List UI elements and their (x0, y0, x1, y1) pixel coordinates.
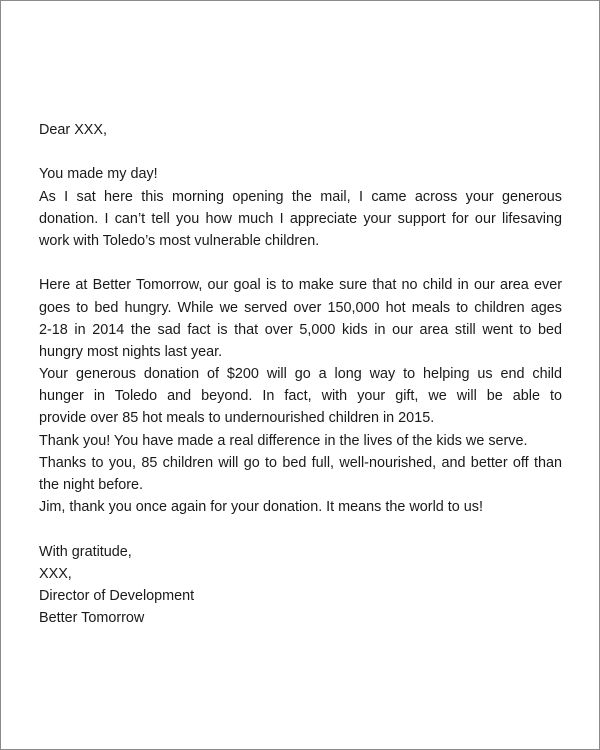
final-thanks-paragraph (39, 496, 562, 518)
impact-paragraph (39, 452, 562, 496)
body-line: Jim, thank you once again for your donation. It means the world to us! (39, 499, 483, 516)
opening-line: donation. I can’t tell you how much I appreciate your support for our lifesaving (39, 210, 562, 227)
thanks-paragraph (39, 430, 562, 452)
opening-line: work with Toledo’s most vulnerable children. (39, 232, 320, 249)
body-line: the night before. (39, 477, 144, 493)
body-line: Thank you! You have made a real difference in the lives of the kids we serve. (39, 432, 528, 449)
donation-paragraph (39, 363, 562, 430)
spacer (39, 252, 562, 274)
signature-block (39, 541, 562, 630)
signer-organization: Better Tomorrow (39, 610, 145, 627)
body-line: 2-18 in 2014 the sad fact is that over 5,000 kids in our area still went to bed (39, 321, 562, 338)
salutation: Dear XXX, (39, 122, 107, 138)
signer-title: Director of Development (39, 587, 195, 604)
sign-off: With gratitude, (39, 543, 132, 560)
body-line: provide over 85 hot meals to undernourished children in 2015. (39, 410, 435, 427)
body-line: Thanks to you, 85 children will go to bed full, well-nourished, and better off than (39, 454, 562, 471)
mission-paragraph (39, 274, 562, 363)
opening-paragraph (39, 163, 562, 252)
body-line: Here at Better Tomorrow, our goal is to make sure that no child in our area ever (39, 277, 562, 294)
spacer (39, 141, 562, 163)
body-line: Your generous donation of $200 will go a long way to helping us end child (39, 366, 562, 383)
body-line: hungry most nights last year. (39, 343, 223, 360)
spacer (39, 518, 562, 540)
signer-name: XXX, (39, 565, 72, 582)
opening-line: You made my day! (39, 166, 158, 183)
body-line: goes to bed hungry. While we served over 150,000 hot meals to children ages (39, 299, 562, 316)
letter-body (39, 119, 562, 629)
body-line: hunger in Toledo and beyond. In fact, with your gift, we will be able to (39, 388, 562, 405)
opening-line: As I sat here this morning opening the mail, I came across your generous (39, 188, 562, 205)
